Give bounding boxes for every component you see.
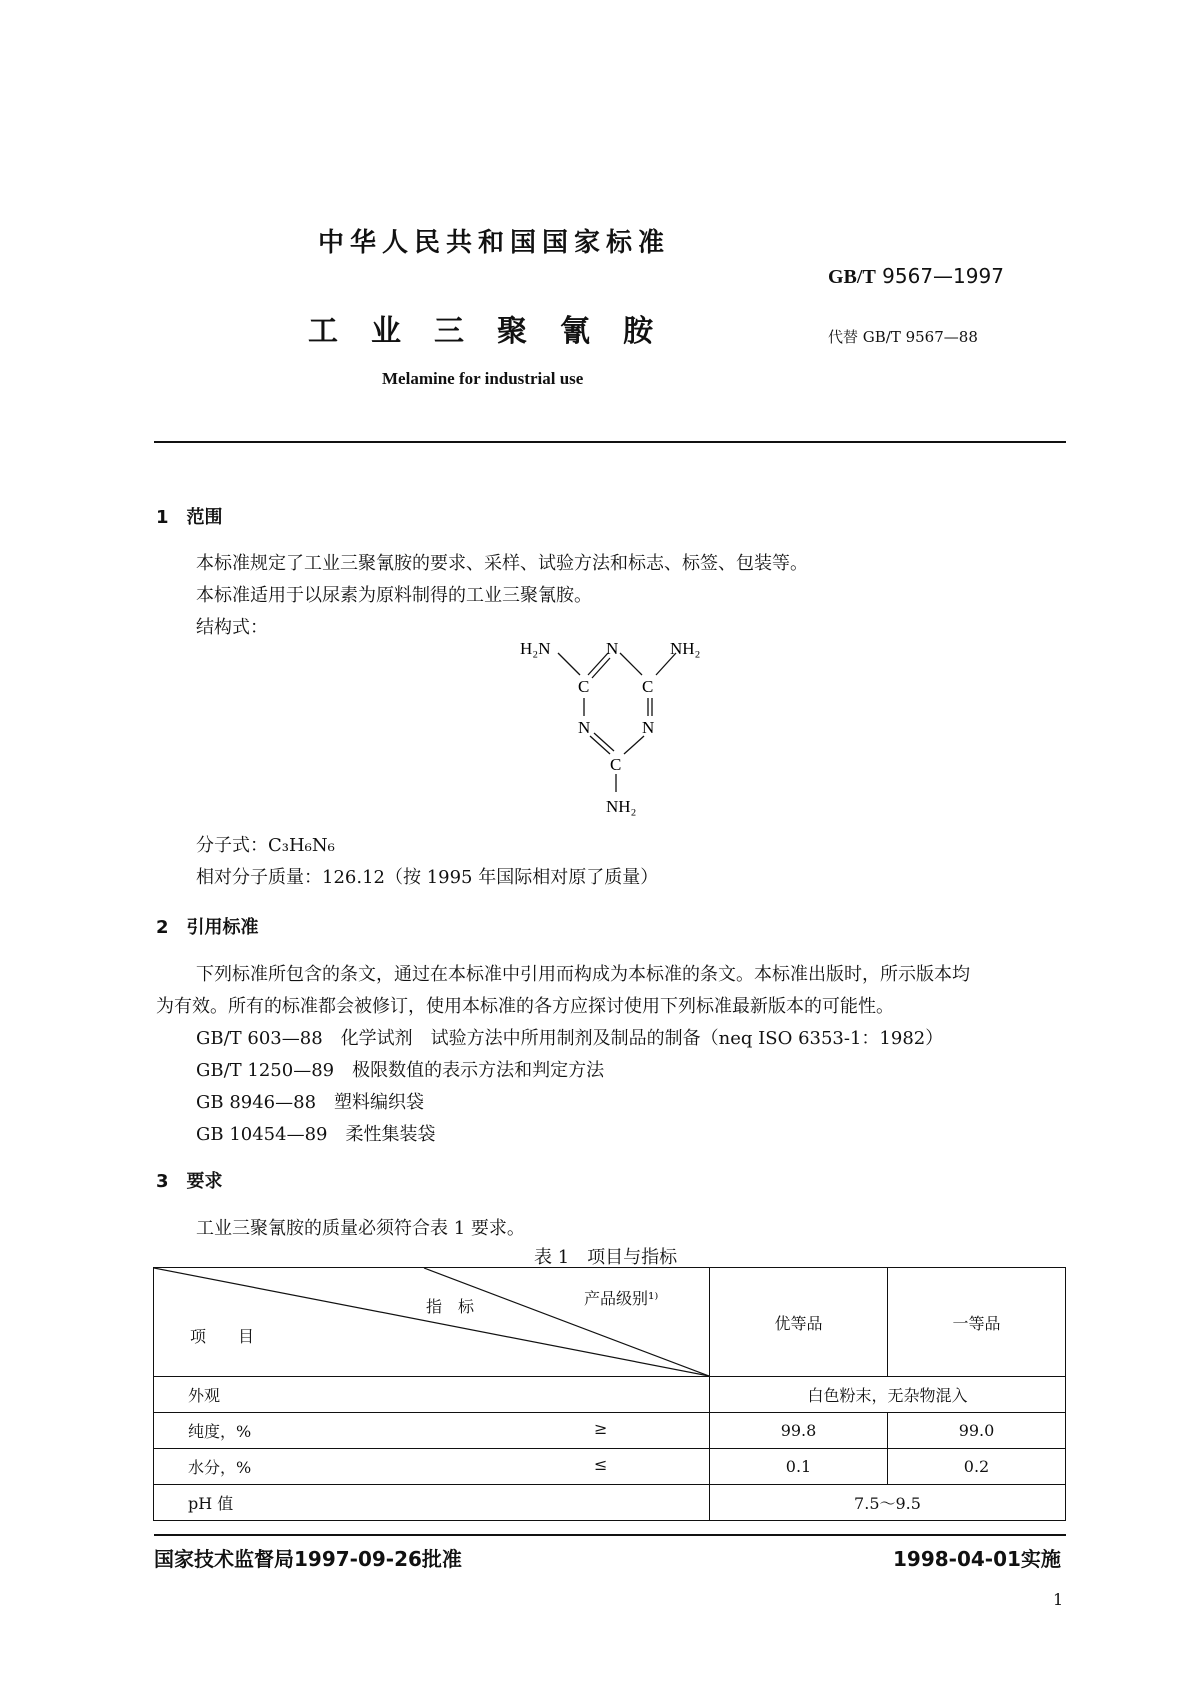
struct-c-left: C [578,677,590,696]
struct-c-right: C [642,677,654,696]
standard-prefix: GB/T [828,266,876,288]
row-operator: ≥ [594,1419,608,1438]
header-first-grade: 一等品 [888,1268,1066,1377]
header-diagonal-lines [154,1268,709,1376]
struct-h2n-left: H₂N [520,639,551,658]
struct-nh2-right: NH₂ [670,639,701,658]
row-merged-value: 7.5～9.5 [710,1485,1066,1521]
row-superior-value: 0.1 [710,1449,888,1485]
section-1-para-3: 结构式： [196,617,268,638]
section-2-heading: 2 引用标准 [156,917,259,938]
national-standard-title: 中华人民共和国国家标准 [318,228,671,258]
row-item-cell [154,1449,710,1485]
standard-year: 9567—1997 [882,264,1004,288]
reference-item: GB/T 1250—89 极限数值的表示方法和判定方法 [196,1060,605,1081]
reference-item: GB 8946—88 塑料编织袋 [196,1092,425,1113]
header-divider [154,441,1066,443]
table-caption: 表 1 项目与指标 [534,1247,678,1268]
row-first-value: 0.2 [888,1449,1066,1485]
section-1-para-1: 本标准规定了工业三聚氰胺的要求、采样、试验方法和标志、标签、包装等。 [196,553,808,574]
row-item-cell [154,1413,710,1449]
section-3-para: 工业三聚氰胺的质量必须符合表 1 要求。 [196,1218,525,1239]
header-item-label: 项 目 [190,1327,255,1346]
english-title: Melamine for industrial use [382,369,584,388]
struct-n-top: N [606,639,619,658]
standard-number [828,264,1004,289]
requirements-table [153,1267,1066,1521]
row-item: 外观 [154,1377,710,1413]
section-2-para-line-1: 下列标准所包含的条文，通过在本标准中引用而构成为本标准的条文。本标准出版时，所示版本均 [196,964,970,985]
molecular-formula: 分子式：C₃H₆N₆ [196,835,335,856]
struct-c-bottom: C [610,755,622,774]
section-1-heading: 1 范围 [156,507,223,528]
table-row [154,1413,1066,1449]
footer-divider [154,1534,1066,1536]
page-number: 1 [1053,1590,1064,1609]
row-item: 纯度，% [188,1422,252,1441]
header-index-label: 指 标 [426,1297,475,1316]
row-operator: ≤ [594,1455,608,1474]
row-item: pH 值 [154,1485,710,1521]
replaces-note: 代替 GB/T 9567—88 [828,328,978,346]
row-first-value: 99.0 [888,1413,1066,1449]
row-item: 水分，% [188,1458,252,1477]
table-row [154,1485,1066,1521]
document-title: 工业三聚氰胺 [308,314,686,349]
section-2-para-line-2: 为有效。所有的标准都会被修订，使用本标准的各方应探讨使用下列标准最新版本的可能性。 [156,996,894,1017]
molecular-mass: 相对分子质量：126.12（按 1995 年国际相对原了质量） [196,867,659,888]
effective-date: 1998-04-01实施 [893,1547,1061,1571]
header-grade-label: 产品级别¹⁾ [584,1289,659,1308]
reference-item: GB 10454—89 柔性集装袋 [196,1124,436,1145]
melamine-structure-diagram [510,636,730,821]
row-superior-value: 99.8 [710,1413,888,1449]
row-merged-value: 白色粉末，无杂物混入 [710,1377,1066,1413]
reference-item: GB/T 603—88 化学试剂 试验方法中所用制剂及制品的制备（neq ISO 6353-1：1982） [196,1028,944,1049]
header-superior-grade: 优等品 [710,1268,888,1377]
approval-note: 国家技术监督局1997-09-26批准 [154,1547,462,1571]
struct-n-left: N [578,718,591,737]
struct-nh2-bottom: NH₂ [606,797,637,816]
struct-n-right: N [642,718,655,737]
section-3-heading: 3 要求 [156,1171,223,1192]
table-row [154,1377,1066,1413]
table-row [154,1449,1066,1485]
section-1-para-2: 本标准适用于以尿素为原料制得的工业三聚氰胺。 [196,585,592,606]
header-diagonal-cell [154,1268,710,1377]
table-header-row [154,1268,1066,1377]
